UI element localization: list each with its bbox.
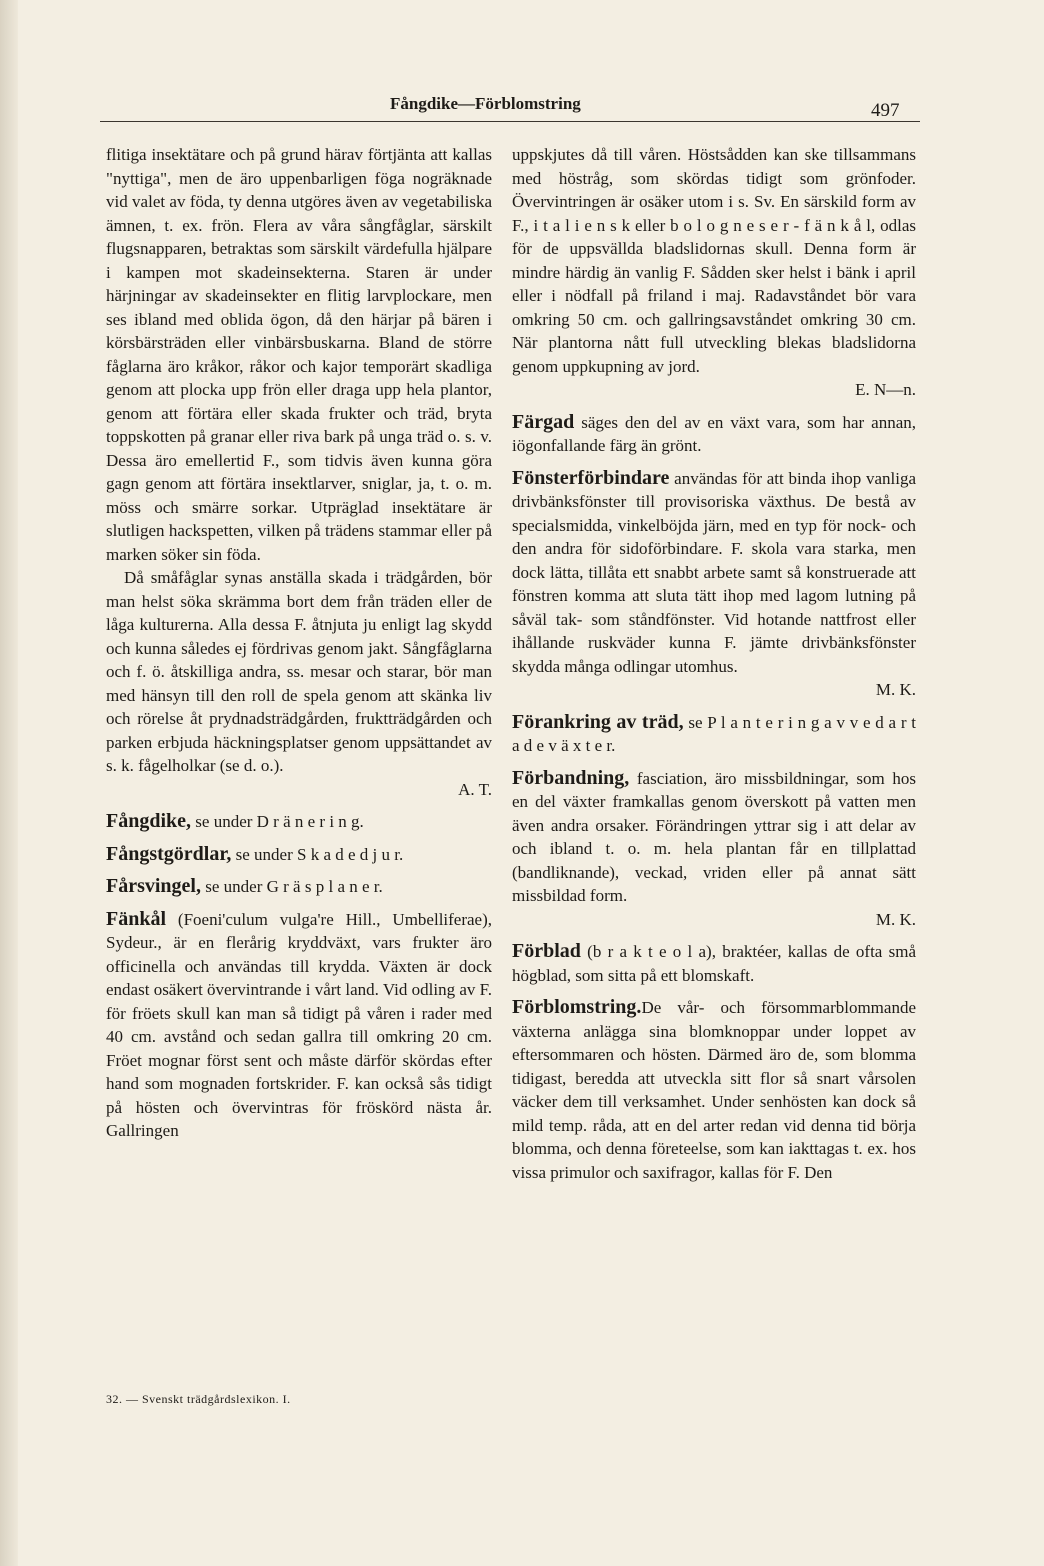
headword: Fönsterförbindare <box>512 466 670 489</box>
headword: Förblad <box>512 940 581 962</box>
author-signature: M. K. <box>875 680 916 699</box>
entry-forankring: Förankring av träd, se P l a n t e r i n g a v v e d a r t a d e v ä x t e r. <box>512 710 917 755</box>
entry-farsvingel: Fårsvingel, se under G r ä s p l a n e r. <box>106 875 383 897</box>
birds-paragraph-1: flitiga insektätare och på grund härav förtjänta att kallas "nyttiga", men de äro uppenbarligen föga nogräknade vid valet av föda, ty denna utgöres även av vegetabiliska ämnen, t. ex. frön. Flera av våra sångfåglar, särskilt flugsnapparen, betraktas som särskilt värdefulla hjälpare i kampen mot skadeinsekterna. Staren är under härjningar av skadeinsekter en flitig larvplockare, men ses ibland med oblida ögon, då den härjar på bären i körsbärsträden eller vinbärsbuskarna. Bland de större fåglarna äro kråkor, råkor och kajor temporärt skadliga genom att plocka upp frön eller draga upp hela plantor, genom att förtära eller skada frukter och träd, bryta toppskotten på granar eller riva bark på unga träd o. s. v. Dessa äro emellertid F., som tidvis även kunna göra gagn genom att förtära insektlarver, sniglar, ja, t. o. m. möss och smärre sorkar. Utpräglad insektätare är slutligen hackspetten, vilken på trädens stammar eller på marken söker sin föda. <box>106 145 492 564</box>
entry-fangdike: Fångdike, se under D r ä n e r i n g. <box>106 810 364 832</box>
entry-forblad: Förblad (b r a k t e o l a), braktéer, kallas de ofta små högblad, som sitta på ett blomskaft. <box>512 940 916 985</box>
headword: Fångdike, <box>106 810 192 832</box>
signature-footer: 32. — Svenskt trädgårdslexikon. I. <box>106 1392 291 1406</box>
headword: Förankring av träd, <box>512 710 684 733</box>
entry-fonsterforbindare: Fönsterförbindare användas för att binda ihop vanliga drivbänksfönster till provisoriska växthus. De bestå av specialsmidda, vinkelböjda järn, med en typ för nock- och den andra för sidoförbindare. F. skola vara starka, men dock lätta, tillåta ett snabbt arbete samt så konstruerade att fönstren komma att sluta tätt ihop med lagom lutning på såväl tak- som ståndfönster. Vid hotande nattfrost eller ihållande ruskväder kunna F. jämte drivbänksfönster skydda många odlingar utomhus. M. K. <box>512 467 916 702</box>
entry-forbandning: Förbandning, fasciation, äro missbildningar, som hos en del växter framkallas genom överskott på vatten men även andra orsaker. Förändringen yttrar sig i att delar av och ibland t. o. m. hela plantan får en tillplattad (bandliknande), veckad, vriden eller på annat sätt missbildad form. M. K. <box>512 767 916 932</box>
entry-fangstgordlar: Fångstgördlar, se under S k a d e d j u r. <box>106 842 404 865</box>
page-number: 497 <box>871 100 900 121</box>
headword: Förblomstring. <box>512 996 642 1018</box>
headword: Fårsvingel, <box>106 875 201 897</box>
headword: Fångstgördlar, <box>106 842 232 865</box>
header-rule <box>100 121 920 122</box>
running-head: Fångdike—Förblomstring <box>390 94 581 113</box>
entry-fankal: Fänkål (Foeni'culum vulga're Hill., Umbelliferae), Sydeur., är en flerårig kryddväxt, vars frukter äro officinella och användas till krydda. Växten är dock endast osäkert övervintrande i vårt land. Vid odling av F. för fröets skull kan man så tidigt på våren i rader med 40 cm. avstånd och sedan gallra till omkring 20 cm. Fröet mognar först sent och måste därför skördas efter hand som mognaden fortskrider. F. kan också sås tidigt på hösten och övervintras för fröskörd nästa år. Gallringen <box>106 907 493 1140</box>
left-column <box>106 143 492 1143</box>
right-column <box>512 143 916 1184</box>
birds-paragraph-2: Då småfåglar synas anställa skada i trädgården, bör man helst söka skrämma bort dem från träden eller de låga kulturerna. Alla dessa F. åtnjuta ju enligt lag skydd och kunna således ej fördrivas genom jakt. Sångfåglarna och f. ö. åtskilliga andra, ss. mesar och starar, bör man med hänsyn till den roll de spela genom att skänka liv och rörelse åt prydnadsträdgården, fruktträdgården och parken erbjuda häckningsplatser genom uppsättandet av s. k. fågelholkar (se d. o.). A. T. <box>106 566 492 801</box>
headword: Förbandning, <box>512 766 630 789</box>
author-signature: E. N—n. <box>855 380 916 399</box>
entry-forblomstring: Förblomstring.De vår- och försommarblommande växterna anlägga sina blomknoppar under loppet av eftersommaren och hösten. Därmed äro de, som blomma tidigast, beredda att utveckla sitt flor så snart vårsolen väcker dem till verksamhet. Under senhösten kan dock så mild temp. råda, att en del arter redan vid denna tid börja blomma, och denna företeelse, som kan iakttagas t. ex. hos vissa primulor och saxifragor, kallas för F. Den <box>512 996 916 1182</box>
author-signature: A. T. <box>458 779 492 799</box>
page-spine-shadow <box>0 0 18 1566</box>
entry-fargad: Färgad säges den del av en växt vara, som har annan, iögonfallande färg än grönt. <box>512 410 917 455</box>
headword: Färgad <box>512 410 575 433</box>
headword: Fänkål <box>106 907 167 930</box>
fankal-continued: uppskjutes då till våren. Höstsådden kan ske tillsammans med höstråg, som skördas tidigt som grönfoder. Övervintringen är osäker utom i s. Sv. En särskild form av F., i t a l i e n s k eller b o l o g n e s e r - f ä n k å l, odlas för de uppsvällda bladslidornas skull. Denna form är mindre härdig än vanlig F. Sådden sker helst i bänk i april eller i nödfall på friland i maj. Radavståndet bör vara omkring 50 cm. och gallringsavståndet omkring 30 cm. När plantorna nått full utveckling blekas bladslidorna genom uppkupning av jord. E. N—n. <box>512 143 916 402</box>
author-signature: M. K. <box>875 909 916 929</box>
